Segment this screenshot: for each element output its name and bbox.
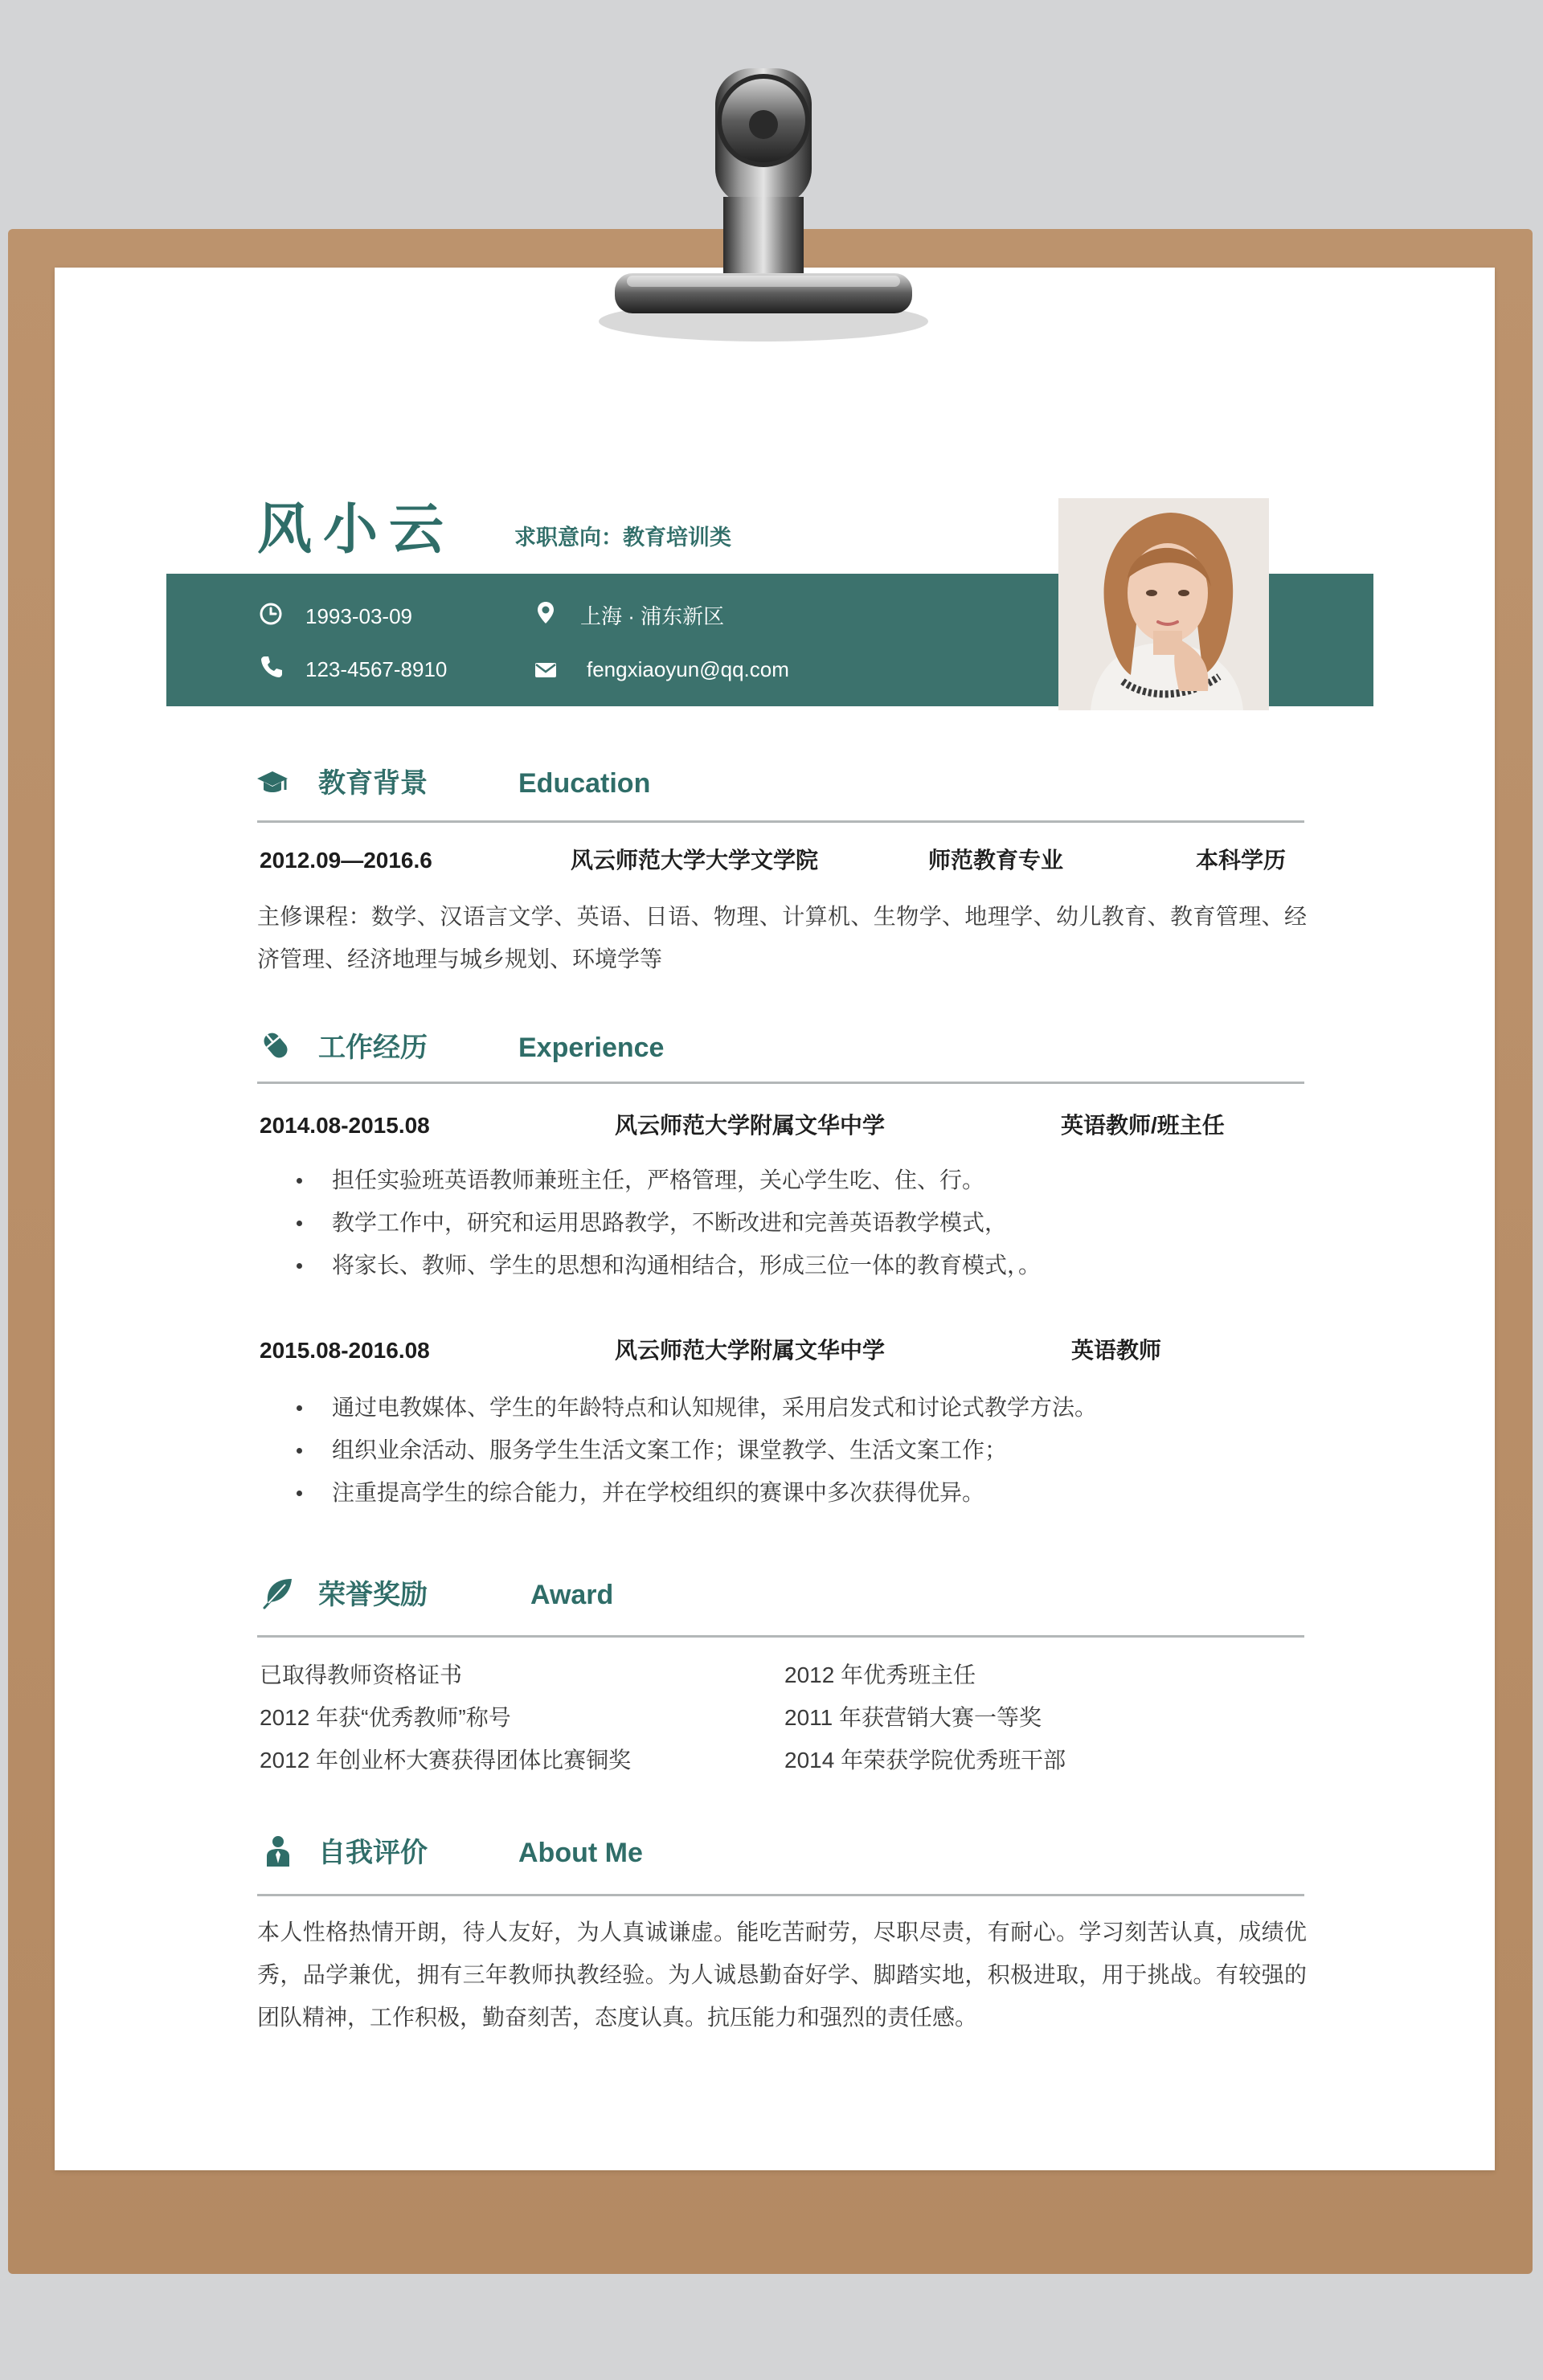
phone-icon	[259, 655, 283, 679]
education-divider	[257, 820, 1304, 823]
leaf-icon	[261, 1576, 295, 1610]
job-1-period: 2014.08-2015.08	[260, 1113, 430, 1138]
job-2-period: 2015.08-2016.08	[260, 1338, 430, 1363]
job-2-org: 风云师范大学附属文华中学	[615, 1338, 886, 1363]
experience-title-cn: 工作经历	[318, 1033, 428, 1063]
phone-text: 123-4567-8910	[305, 657, 448, 681]
education-courses: 主修课程：数学、汉语言文学、英语、日语、物理、计算机、生物学、地理学、幼儿教育、教育管理、经济管理、经济地理与城乡规划、环境学等	[257, 904, 1307, 971]
profile-photo	[1058, 498, 1269, 710]
person-icon	[261, 1834, 295, 1868]
experience-divider	[257, 1082, 1304, 1084]
award-item: 已取得教师资格证书	[260, 1662, 463, 1687]
education-major: 师范教育专业	[928, 848, 1064, 873]
award-item: 2011 年获营销大赛一等奖	[784, 1705, 1042, 1730]
birthday-text: 1993-03-09	[305, 604, 412, 628]
binder-clip-icon	[563, 36, 964, 366]
experience-title-en: Experience	[518, 1033, 665, 1063]
about-text: 本人性格热情开朗，待人友好，为人真诚谦虚。能吃苦耐劳，尽职尽责，有耐心。学习刻苦认真，成绩优秀，品学兼优，拥有三年教师执教经验。为人诚恳勤奋好学、脚踏实地，积极进取，用于挑战。有较强的团队精神，工作积极，勤奋刻苦，态度认真。抗压能力和强烈的责任感。	[257, 1920, 1307, 2030]
list-item: 将家长、教师、学生的思想和沟通相结合，形成三位一体的教育模式，。	[293, 1244, 1041, 1286]
job-1-duties	[293, 1159, 1041, 1286]
education-title-en: Education	[518, 768, 651, 799]
list-item: 担任实验班英语教师兼班主任，严格管理，关心学生吃、住、行。	[293, 1159, 1041, 1201]
education-degree: 本科学历	[1196, 848, 1287, 873]
job-2-role: 英语教师	[1071, 1338, 1162, 1363]
list-item: 教学工作中，研究和运用思路教学，不断改进和完善英语教学模式，	[293, 1201, 1041, 1244]
email-text: fengxiaoyun@qq.com	[587, 657, 789, 681]
award-title-en: Award	[530, 1580, 614, 1610]
award-item: 2012 年获“优秀教师”称号	[260, 1705, 511, 1730]
job-1-role: 英语教师/班主任	[1061, 1113, 1225, 1138]
list-item: 通过电教媒体、学生的年龄特点和认知规律，采用启发式和讨论式教学方法。	[293, 1386, 1097, 1429]
award-item: 2014 年荣获学院优秀班干部	[784, 1748, 1066, 1773]
email-icon	[534, 658, 558, 682]
job-objective: 求职意向：教育培训类	[514, 525, 731, 550]
list-item: 注重提高学生的综合能力，并在学校组织的赛课中多次获得优异。	[293, 1471, 1097, 1514]
graduation-cap-icon	[256, 766, 289, 799]
list-item: 组织业余活动、服务学生生活文案工作；课堂教学、生活文案工作；	[293, 1429, 1097, 1471]
about-title-en: About Me	[518, 1838, 643, 1868]
clock-icon	[259, 602, 283, 626]
about-divider	[257, 1894, 1304, 1896]
award-item: 2012 年创业杯大赛获得团体比赛铜奖	[260, 1748, 632, 1773]
education-school: 风云师范大学大学文学院	[571, 848, 819, 873]
mouse-icon	[259, 1028, 293, 1062]
candidate-name: 风小云	[257, 499, 456, 560]
job-2-duties	[293, 1386, 1097, 1514]
education-title-cn: 教育背景	[318, 768, 428, 799]
job-1-org: 风云师范大学附属文华中学	[615, 1113, 886, 1138]
award-divider	[257, 1635, 1304, 1638]
about-title-cn: 自我评价	[318, 1838, 428, 1868]
location-text: 上海 · 浦东新区	[580, 604, 725, 628]
location-pin-icon	[534, 600, 558, 624]
award-title-cn: 荣誉奖励	[318, 1580, 428, 1610]
award-item: 2012 年优秀班主任	[784, 1662, 976, 1687]
education-period: 2012.09—2016.6	[260, 848, 432, 873]
